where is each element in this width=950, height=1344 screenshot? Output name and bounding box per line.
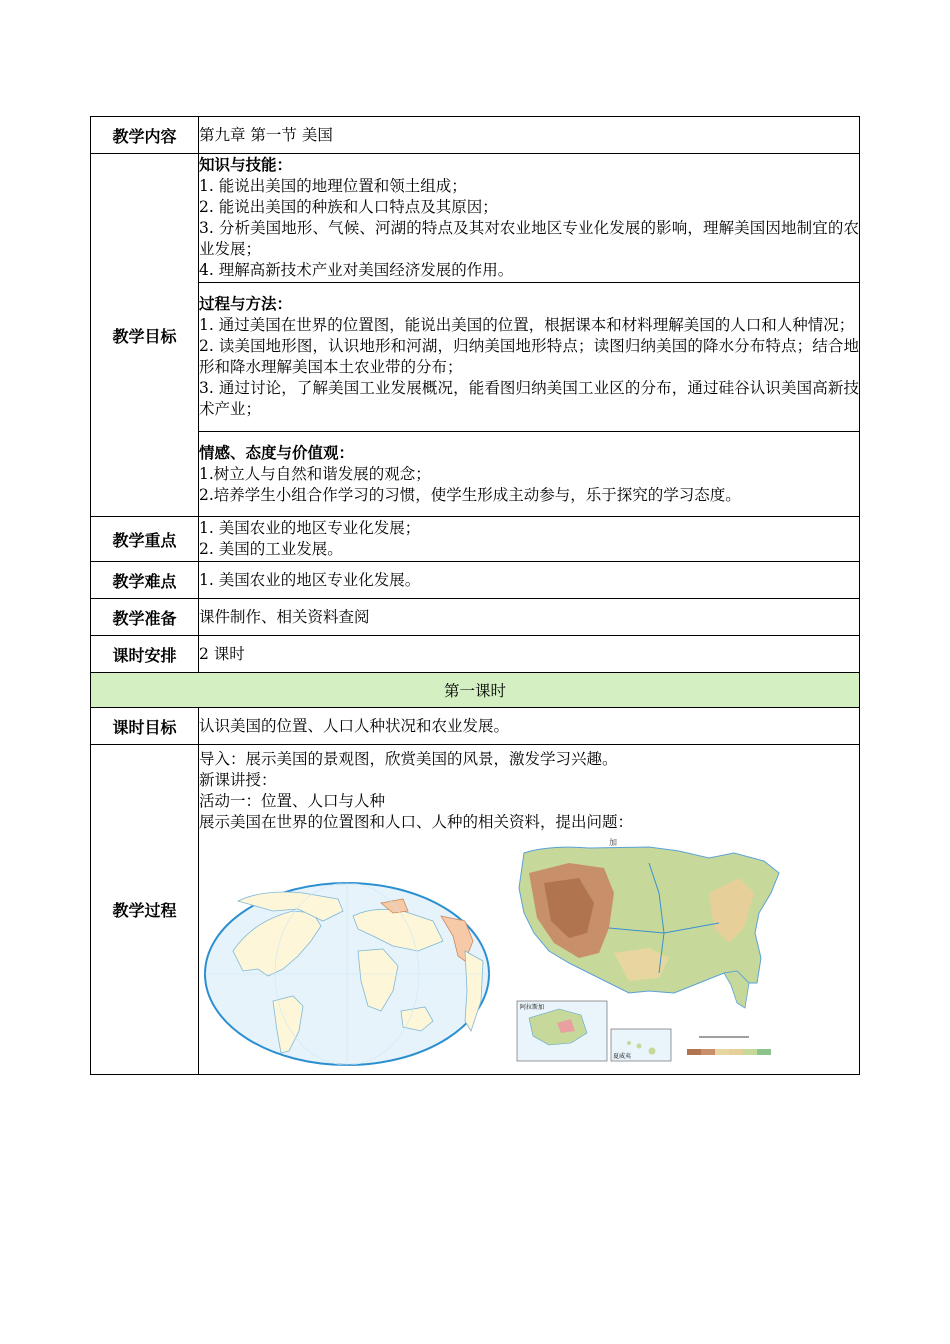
value-content: 第九章 第一节 美国: [199, 117, 860, 154]
label-difficulties: 教学难点: [91, 562, 199, 599]
knowledge-item-1: 1. 能说出美国的地理位置和领土组成；: [199, 177, 467, 195]
label-key-points: 教学重点: [91, 517, 199, 562]
row-teaching-process: [91, 745, 860, 1075]
process-line-question: 展示美国在世界的位置图和人口、人种的相关资料，提出问题：: [199, 813, 634, 831]
attitude-heading: 情感、态度与价值观：: [199, 443, 355, 462]
process-heading: 过程与方法：: [199, 295, 293, 313]
process-item-3: 3. 通过讨论，了解美国工业发展概况，能看图归纳美国工业区的分布，通过硅谷认识美国高新技术产业；: [199, 379, 859, 418]
row-content: [91, 117, 860, 154]
key-point-2: 2. 美国的工业发展。: [199, 540, 343, 558]
hawaii-label: 夏威夷: [613, 1053, 632, 1060]
label-preparation: 教学准备: [91, 599, 199, 636]
label-content: 教学内容: [91, 117, 199, 154]
value-difficulties: 1. 美国农业的地区专业化发展。: [199, 562, 860, 599]
key-point-1: 1. 美国农业的地区专业化发展；: [199, 519, 421, 537]
row-goals-process: [91, 283, 860, 432]
knowledge-item-4: 4. 理解高新技术产业对美国经济发展的作用。: [199, 261, 514, 279]
label-lesson-goal: 课时目标: [91, 708, 199, 745]
attitude-item-2: 2.培养学生小组合作学习的习惯，使学生形成主动参与，乐于探究的学习态度。: [199, 485, 741, 504]
canada-label: 加: [609, 838, 617, 847]
label-goals: 教学目标: [91, 154, 199, 517]
value-preparation: 课件制作、相关资料查阅: [199, 599, 860, 636]
process-item-2: 2. 读美国地形图，认识地形和河湖，归纳美国地形特点；读图归纳美国的降水分布特点；结合地形和降水理解美国本土农业带的分布；: [199, 337, 859, 376]
value-schedule: 2 课时: [199, 636, 860, 673]
knowledge-heading: 知识与技能：: [199, 156, 293, 174]
knowledge-item-2: 2. 能说出美国的种族和人口特点及其原因；: [199, 198, 498, 216]
row-preparation: [91, 599, 860, 636]
row-lesson-goal: [91, 708, 860, 745]
process-item-1: 1. 通过美国在世界的位置图，能说出美国的位置，根据课本和材料理解美国的人口和人种情况；: [199, 316, 855, 334]
row-first-lesson-band: [91, 673, 860, 708]
value-lesson-goal: 认识美国的位置、人口人种状况和农业发展。: [199, 708, 860, 745]
row-difficulties: [91, 562, 860, 599]
usa-topographic-map: [509, 833, 809, 1066]
label-schedule: 课时安排: [91, 636, 199, 673]
process-line-intro: 导入：展示美国的景观图，欣赏美国的风景，激发学习兴趣。: [199, 750, 618, 768]
process-line-new-lesson: 新课讲授：: [199, 771, 277, 789]
label-teaching-process: 教学过程: [91, 745, 199, 1075]
map-images: [199, 833, 859, 1070]
process-line-activity-1: 活动一：位置、人口与人种: [199, 792, 386, 810]
lesson-plan-table: [90, 116, 860, 1075]
row-goals-knowledge: [91, 154, 860, 283]
knowledge-item-3: 3. 分析美国地形、气候、河湖的特点及其对农业地区专业化发展的影响，理解美国因地制宜的农业发展；: [199, 219, 859, 258]
first-lesson-title: 第一课时: [91, 673, 860, 708]
alaska-label: 阿拉斯加: [520, 1004, 545, 1011]
row-goals-attitude: [91, 432, 860, 517]
world-location-map: [203, 881, 491, 1067]
row-schedule: [91, 636, 860, 673]
attitude-item-1: 1.树立人与自然和谐发展的观念；: [199, 464, 431, 483]
row-key-points: [91, 517, 860, 562]
